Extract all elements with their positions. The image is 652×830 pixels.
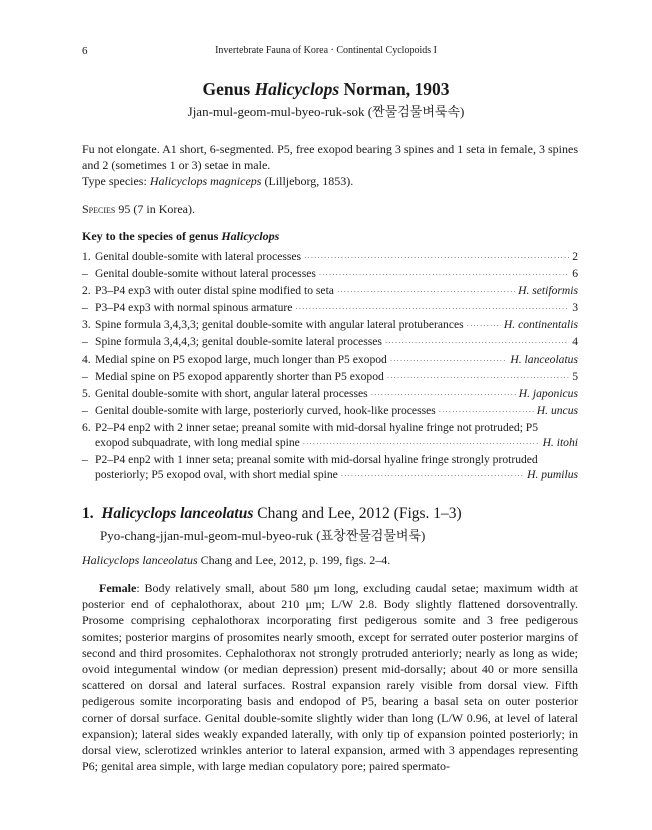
key-row-result: 5 [572, 369, 578, 383]
key-row-number: – [82, 335, 88, 349]
key-heading-prefix: Key to the species of genus [82, 229, 222, 243]
genus-title-suffix: Norman, 1903 [339, 79, 450, 99]
key-row-text [95, 352, 578, 369]
genus-title-name: Halicyclops [254, 79, 340, 99]
running-title: Invertebrate Fauna of Korea · Continental Cyclopoids I [215, 45, 437, 56]
key-row [82, 403, 578, 420]
species-count-label: Species [82, 202, 116, 216]
key-row-result: H. setiformis [518, 284, 578, 298]
key-row-result: H. continentalis [503, 318, 578, 332]
key-row-couplet: exopod subquadrate, with long medial spine [95, 436, 300, 450]
key-row-text [95, 386, 578, 403]
key-row-couplet: Medial spine on P5 exopod apparently shorter than P5 exopod [95, 369, 384, 383]
genus-title [0, 79, 652, 100]
key-row-couplet: Genital double-somite with lateral processes [95, 250, 302, 263]
key-heading [82, 229, 279, 244]
key-row-result: 3 [572, 301, 578, 315]
key-row-couplet: P3–P4 exp3 with normal spinous armature [95, 301, 293, 315]
key-row-result: H. uncus [536, 403, 578, 417]
key-row [82, 249, 578, 266]
female-text: : Body relatively small, about 580 μm long, excluding caudal setae; maximum width at posterior end of cephalothorax, about 210 μm; L/W 2.8. Body slightly flattened dorsoventrally. Prosome comprising cephalothorax incorporating first pedigerous somite and 3 free pedigerous somites; posterior margins of prosomites nearly smooth, except for serrated outer posterior margins of second and third prosomites. Cephalothorax not strongly protruded anteriorly; nearly as long as wide; ovoid integumental window (or median depression) present mid-dorsally; about 40 or more sensilla scattered on dorsal and lateral surfaces. Rostral expansion rarely visible from dorsal view. Fifth pedigerous somite incorporating basis and endopod of P5, bearing a basal seta on outer posterior corner of dorsal surface. Genital double-somite slightly wider than long (L/W 0.96, at level of lateral expansion); lateral sides weakly expanded laterally, with only tip of expansion pointed posteriorly; in dorsal view, sclerotized wrinkles anterior to lateral expansion, armed with 3 appendages representing P6; genital area simple, with large median copulatory pore; paired spermato- [82, 581, 578, 774]
key-leader-dots [337, 285, 515, 300]
type-species-label: Type species: [82, 174, 150, 188]
citation-name: Halicyclops lanceolatus [82, 553, 198, 567]
key-row-couplet: Genital double-somite with short, angular lateral processes [95, 386, 368, 400]
citation-rest: Chang and Lee, 2012, p. 199, figs. 2–4. [197, 553, 391, 567]
key-row [82, 467, 578, 484]
key-row-couplet: posteriorly; P5 exopod oval, with short medial spine [95, 468, 338, 482]
key-leader-dots [387, 371, 569, 386]
key-row-text [95, 420, 578, 435]
key-heading-genus: Halicyclops [221, 229, 280, 243]
key-row-couplet: Spine formula 3,4,3,3; genital double-somite with angular lateral protuberances [95, 318, 464, 332]
key-row [82, 386, 578, 403]
key-row-result: 2 [572, 250, 578, 263]
key-row-number: – [82, 403, 88, 417]
key-row-text [95, 249, 578, 266]
key-row-text [95, 467, 578, 484]
key-row-number: 3. [82, 318, 91, 332]
key-row-text [95, 317, 578, 334]
key-row [82, 452, 578, 467]
key-row-number: 6. [82, 420, 91, 434]
key-row-text [95, 283, 578, 300]
key-row-number: 5. [82, 386, 91, 400]
key-row-result: H. pumilus [527, 468, 578, 482]
key-row-text [95, 435, 578, 452]
key-row-number: – [82, 267, 88, 281]
key-row-couplet: P2–P4 enp2 with 1 inner seta; preanal somite with mid-dorsal hyaline fringe strongly protruded [95, 453, 538, 467]
key-leader-dots [385, 336, 569, 351]
species-romanized-name: Pyo-chang-jjan-mul-geom-mul-byeo-ruk (표창짠물검물벼룩) [100, 528, 426, 543]
key-row [82, 435, 578, 452]
key-row [82, 283, 578, 300]
type-species [82, 173, 578, 189]
species-title [82, 505, 462, 523]
female-label: Female [99, 581, 137, 595]
key-leader-dots [341, 469, 524, 484]
type-species-rest: (Lilljeborg, 1853). [261, 174, 354, 188]
key-leader-dots [319, 268, 569, 283]
key-leader-dots [304, 251, 569, 266]
species-name: Halicyclops lanceolatus [101, 505, 254, 522]
key-row-number: – [82, 369, 88, 383]
key-row-result: H. itohi [542, 436, 578, 450]
key-row [82, 317, 578, 334]
key-leader-dots [467, 319, 501, 334]
genus-romanized-name: Jjan-mul-geom-mul-byeo-ruk-sok (짠물검물벼룩속) [187, 104, 465, 119]
key-row [82, 352, 578, 369]
key-leader-dots [295, 302, 569, 317]
key-row-result: H. japonicus [518, 386, 578, 400]
key-row-text [95, 334, 578, 351]
female-description [82, 580, 578, 774]
genus-description: Fu not elongate. A1 short, 6-segmented. P5, free exopod bearing 3 spines and 1 seta in female, 3 spines and 2 (sometimes 1 or 3) setae in male. [82, 142, 578, 172]
key-row-text [95, 266, 578, 283]
species-citation [82, 553, 390, 568]
key-row-couplet: Genital double-somite without lateral processes [95, 267, 316, 281]
page-header [0, 45, 652, 61]
key-leader-dots [371, 388, 516, 403]
key-row-number: 4. [82, 352, 91, 366]
key-row-text [95, 403, 578, 420]
key-row-number: – [82, 301, 88, 315]
key-row-couplet: P2–P4 enp2 with 2 inner setae; preanal somite with mid-dorsal hyaline fringe not protruded; P5 [95, 420, 539, 434]
key-row-number: – [82, 453, 88, 467]
key-row-couplet: P3–P4 exp3 with outer distal spine modified to seta [95, 284, 334, 298]
type-species-name: Halicyclops magniceps [149, 174, 262, 188]
key-row [82, 334, 578, 351]
key-row-text [95, 369, 578, 386]
key-row-couplet: Medial spine on P5 exopod large, much longer than P5 exopod [95, 352, 387, 366]
key-leader-dots [303, 437, 540, 452]
key-row-number: 2. [82, 284, 91, 298]
key-row-text [95, 452, 578, 467]
key-leader-dots [439, 405, 534, 420]
species-authority: Chang and Lee, 2012 (Figs. 1–3) [253, 505, 462, 522]
species-key [82, 249, 578, 484]
species-count-value: 95 (7 in Korea). [115, 202, 195, 216]
key-leader-dots [390, 354, 508, 369]
species-number: 1. [82, 505, 94, 522]
key-row [82, 266, 578, 283]
key-row [82, 300, 578, 317]
key-row [82, 420, 578, 435]
genus-title-prefix: Genus [202, 79, 255, 99]
key-row-text [95, 300, 578, 317]
page-number: 6 [82, 45, 88, 57]
key-row-result: H. lanceolatus [510, 352, 578, 366]
key-row-couplet: Spine formula 3,4,4,3; genital double-somite lateral processes [95, 335, 382, 349]
species-count [82, 201, 578, 217]
key-row-number: 1. [82, 250, 91, 263]
key-row-result: 6 [572, 267, 578, 281]
key-row-result: 4 [572, 335, 578, 349]
key-row [82, 369, 578, 386]
key-row-couplet: Genital double-somite with large, posteriorly curved, hook-like processes [95, 403, 436, 417]
